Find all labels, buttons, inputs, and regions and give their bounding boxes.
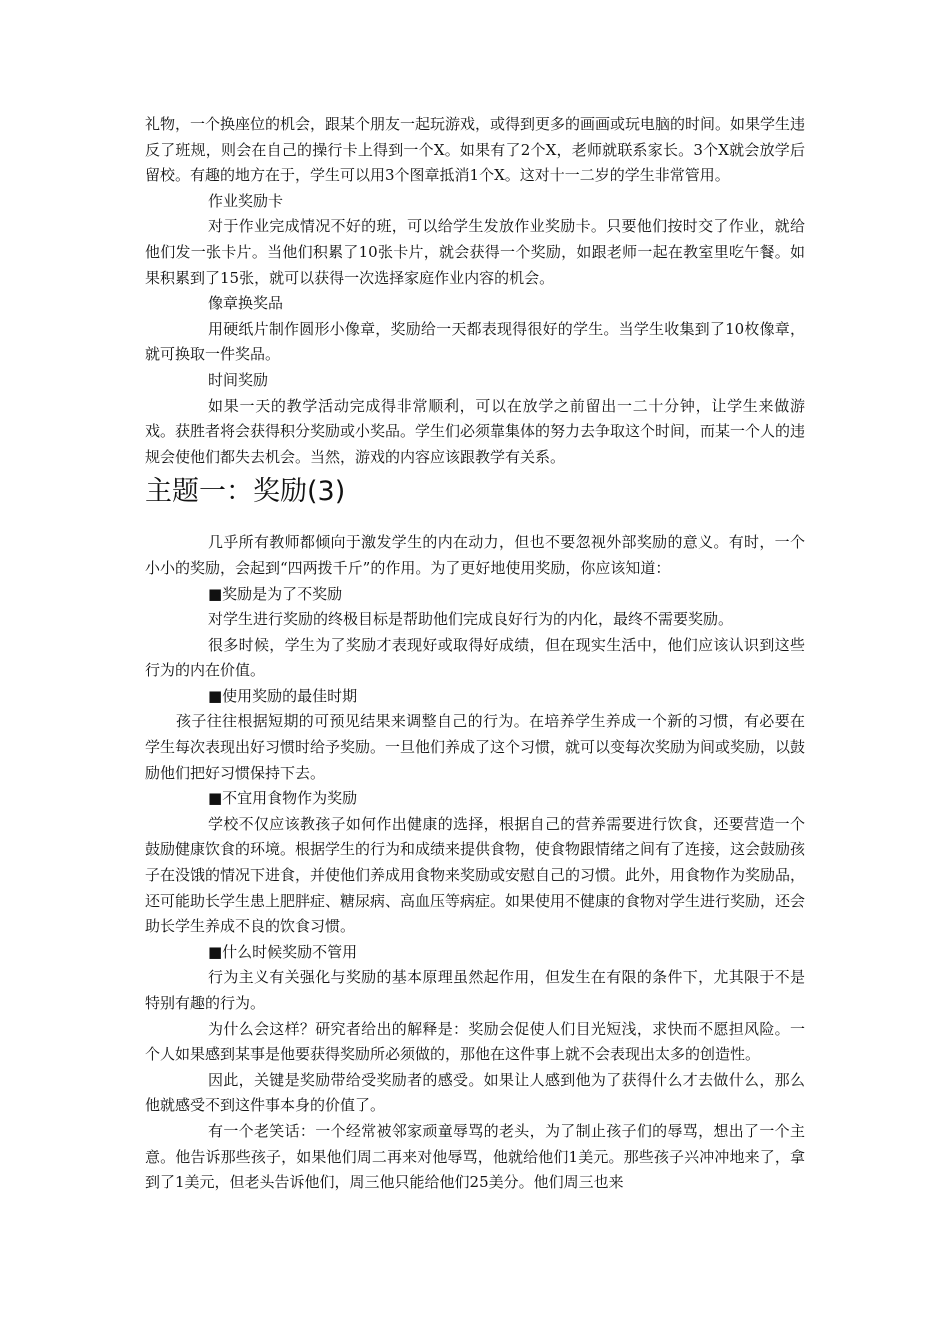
paragraph: ■不宜用食物作为奖励 (208, 789, 358, 808)
paragraph: 为什么会这样？研究者给出的解释是：奖励会促使人们目光短浅，求快而不愿担风险。一个人如果感到某事是他要获得奖励所必须做的，那他在这件事上就不会表现出太多的创造性。 (145, 1019, 805, 1064)
paragraph: 有一个老笑话：一个经常被邻家顽童辱骂的老头，为了制止孩子们的辱骂，想出了一个主意。他告诉那些孩子，如果他们周二再来对他辱骂，他就给他们1美元。那些孩子兴冲冲地来了，拿到了1美元，但老头告诉他们，周三他只能给他们25美分。他们周三也来 (145, 1121, 805, 1192)
paragraph: 礼物，一个换座位的机会，跟某个朋友一起玩游戏，或得到更多的画画或玩电脑的时间。如果学生违反了班规，则会在自己的操行卡上得到一个X。如果有了2个X，老师就联系家长。3个X就会放学后留校。有趣的地方在于，学生可以用3个图章抵消1个X。这对十一二岁的学生非常管用。 (145, 115, 806, 185)
paragraph: 对于作业完成情况不好的班，可以给学生发放作业奖励卡。只要他们按时交了作业，就给他们发一张卡片。当他们积累了10张卡片，就会获得一个奖励，如跟老师一起在教室里吃午餐。如果积累到了15张，就可以获得一次选择家庭作业内容的机会。 (145, 217, 805, 287)
paragraph: 作业奖励卡 (208, 191, 284, 210)
document-page (145, 112, 805, 1196)
paragraph: 很多时候，学生为了奖励才表现好或取得好成绩，但在现实生活中，他们应该认识到这些行为的内在价值。 (145, 635, 805, 680)
paragraph: ■奖励是为了不奖励 (208, 584, 343, 603)
paragraph: 因此，关键是奖励带给受奖励者的感受。如果让人感到他为了获得什么才去做什么，那么他就感受不到这件事本身的价值了。 (145, 1070, 805, 1115)
paragraph: 几乎所有教师都倾向于激发学生的内在动力，但也不要忽视外部奖励的意义。有时，一个小小的奖励，会起到“四两拨千斤”的作用。为了更好地使用奖励，你应该知道： (145, 533, 805, 577)
paragraph: 用硬纸片制作圆形小像章，奖励给一天都表现得很好的学生。当学生收集到了10枚像章，就可换取一件奖品。 (145, 319, 805, 364)
paragraph: 如果一天的教学活动完成得非常顺利，可以在放学之前留出一二十分钟，让学生来做游戏。获胜者将会获得积分奖励或小奖品。学生们必须靠集体的努力去争取这个时间，而某一个人的违规会使他们都失去机会。当然，游戏的内容应该跟教学有关系。 (145, 396, 806, 466)
paragraph: 时间奖励 (208, 370, 269, 389)
paragraph: 行为主义有关强化与奖励的基本原理虽然起作用，但发生在有限的条件下，尤其限于不是特别有趣的行为。 (145, 968, 805, 1012)
paragraph: ■什么时候奖励不管用 (208, 942, 358, 961)
paragraph: 孩子往往根据短期的可预见结果来调整自己的行为。在培养学生养成一个新的习惯，有必要在学生每次表现出好习惯时给予奖励。一旦他们养成了这个习惯，就可以变每次奖励为间或奖励，以鼓励他们把好习惯保持下去。 (145, 712, 806, 782)
section-heading: 主题一：奖励(3) (145, 476, 346, 508)
paragraph: 像章换奖品 (208, 294, 284, 313)
paragraph: ■使用奖励的最佳时期 (208, 686, 358, 705)
paragraph: 对学生进行奖励的终极目标是帮助他们完成良好行为的内化，最终不需要奖励。 (208, 610, 734, 629)
paragraph: 学校不仅应该教孩子如何作出健康的选择，根据自己的营养需要进行饮食，还要营造一个鼓励健康饮食的环境。根据学生的行为和成绩来提供食物，使食物跟情绪之间有了连接，这会鼓励孩子在没饿的情况下进食，并使他们养成用食物来奖励或安慰自己的习惯。此外，用食物作为奖励品，还可能助长学生患上肥胖症、糖尿病、高血压等病症。如果使用不健康的食物对学生进行奖励，还会助长学生养成不良的饮食习惯。 (145, 814, 806, 936)
